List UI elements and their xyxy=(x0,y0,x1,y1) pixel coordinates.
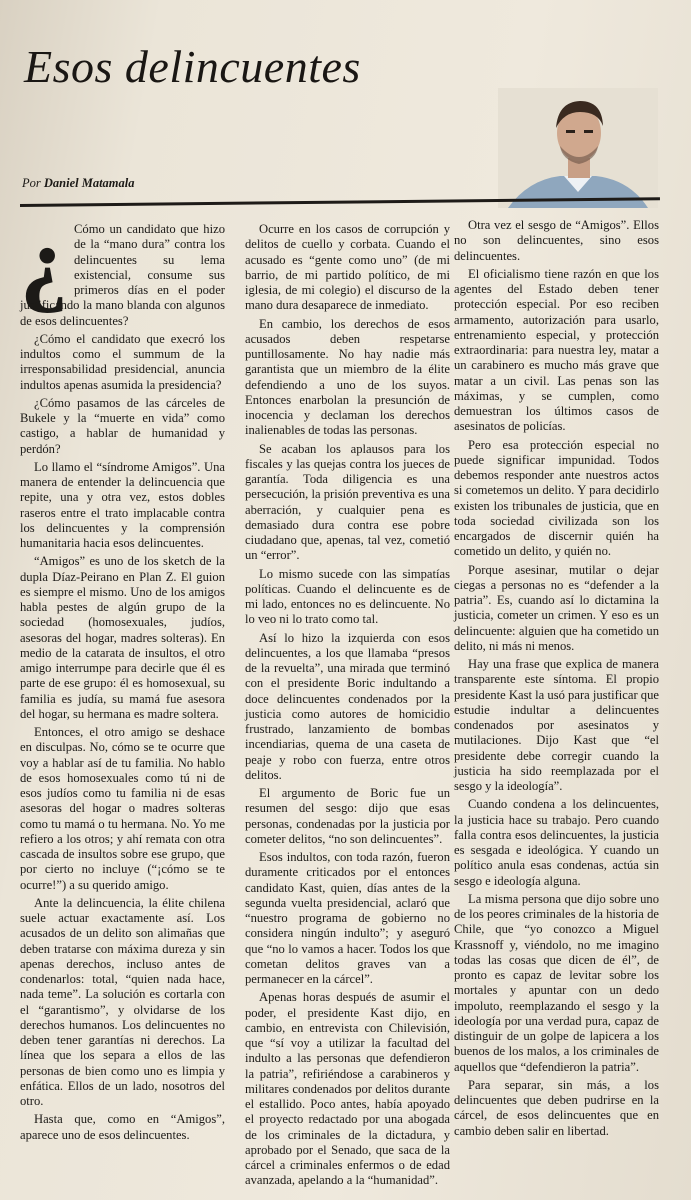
author-photo xyxy=(498,88,658,208)
byline xyxy=(22,176,135,191)
byline-prefix: Por xyxy=(22,176,41,190)
paragraph: Se acaban los aplausos para los fiscales y las quejas contra los jueces de garantía. Toda diligencia es una persecución, la prisión preventiva es una aberración, y cualquier pena es demasiado dura contra ese pobre ciudadano que, apenas, tal vez, cometió un “error”. xyxy=(245,441,450,563)
paragraph: El argumento de Boric fue un resumen del sesgo: dijo que esas personas, condenadas por la justicia por cometer delitos, “no son delincuentes”. xyxy=(245,786,450,846)
paragraph: El oficialismo tiene razón en que los agentes del Estado deben tener protección especial. Por eso reciben armamento, autorización para usarlo, entrenamiento especial, y protección extraordinaria: para nuestra ley, matar a un carabinero es mucho más grave que matar a un civil. Las penas son las máximas, y se cumplen, como demuestran los últimos casos de asesinatos de policías. xyxy=(454,266,659,434)
paragraph: Entonces, el otro amigo se deshace en disculpas. No, cómo se te ocurre que voy a hablar así de tu familia. No hablo de esos homosexuales como tú ni de esos judíos como tu familia ni de esas asesoras del hogar o madres solteras como tu mamá o tu hermana. No. Yo me refiero a los otros; y ahí remata con otra cascada de insultos sobre ese grupo, que por cierto no incluye (“¡cómo se te ocurre!”) a su querido amigo. xyxy=(20,725,225,892)
paragraph: ¿Cómo el candidato que execró los indultos como el summum de la irresponsabilidad presidencial, anuncia indultos apenas asumida la presidencia? xyxy=(20,331,225,392)
column-3 xyxy=(454,218,659,1139)
column-1 xyxy=(20,207,225,1143)
paragraph: Cómo un candidato que hizo de la “mano dura” contra los delincuentes su lema existencial, consume sus primeros días en el poder justificando la mano blanda con algunos de esos delincuentes? xyxy=(20,222,225,328)
paragraph: Esos indultos, con toda razón, fueron duramente criticados por el entonces candidato Kast, quien, días antes de la segunda vuelta presidencial, aclaró que “nuestro programa de gobierno no considera ningún indulto”; y aseguró que “no lo vamos a hacer. Todos los que cometan delitos graves van a permanecer en la cárcel”. xyxy=(245,850,450,986)
paragraph: Ocurre en los casos de corrupción y delitos de cuello y corbata. Cuando el acusado es “gente como uno” (de mi barrio, de mi partido político, de mi iglesia, de mi colegio) el discurso de la mano dura desaparece de inmediato. xyxy=(245,222,450,313)
drop-cap: ¿ xyxy=(20,207,68,314)
paragraph: Otra vez el sesgo de “Amigos”. Ellos no son delincuentes, sino esos delincuentes. xyxy=(454,218,659,263)
paragraph: Lo mismo sucede con las simpatías políticas. Cuando el delincuente es de mi lado, entonces no es delincuente. No lo veo ni lo trato como tal. xyxy=(245,566,450,627)
article-title: Esos delincuentes xyxy=(24,41,361,92)
paragraph: Cuando condena a los delincuentes, la justicia hace su trabajo. Pero cuando falla contra esos delincuentes, la justicia es sesgada e ideológica. Y cuando un político anula esas condenas, actúa sin sesgo e ideología alguna. xyxy=(454,797,659,888)
paragraph: Lo llamo el “síndrome Amigos”. Una manera de entender la delincuencia que repite, una y otra vez, estos dobles raseros entre el trato implacable contra los delincuentes y la comprensión humanitaria hacia esos delincuentes. xyxy=(20,459,225,550)
paragraph: Hasta que, como en “Amigos”, aparece uno de esos delincuentes. xyxy=(20,1112,225,1142)
paragraph: Para separar, sin más, a los delincuentes que deben pudrirse en la cárcel, de esos delincuentes que en cambio deben salir en libertad. xyxy=(454,1077,659,1138)
paragraph: La misma persona que dijo sobre uno de los peores criminales de la historia de Chile, que “yo conozco a Miguel Krassnoff y, viéndolo, no me imagino todas las cosas que dicen de él”, de pronto es capaz de levitar sobre los mortales y apuntar con un dedo impoluto, reemplazando el sesgo y la ideología por una verdad pura, capaz de distinguir de un golpe de lapicera a los buenos de los malos, a los criminales de aquellos que “defendieron la patria”. xyxy=(454,891,659,1074)
column-2 xyxy=(245,222,450,1189)
paragraph: Apenas horas después de asumir el poder, el presidente Kast dijo, en cambio, en entrevista con Chilevisión, que “sí voy a utilizar la facultad del indulto a las personas que defendieron la patria”, refiriéndose a carabineros y militares condenados por delitos durante el estallido. Poco antes, había apoyado el proyecto redactado por una abogada de los criminales de la dictadura, y aprobado por el Senado, que saca de la cárcel a criminales enfermos o de edad avanzada, apelando a la “humanidad”. xyxy=(245,990,450,1188)
paragraph: En cambio, los derechos de esos acusados deben respetarse puntillosamente. No hay nadie más garantista que un miembro de la élite defendiendo a uno de los suyos. Entonces enarbolan la presunción de inocencia y declaman los derechos inalienables de todas las personas. xyxy=(245,316,450,438)
paragraph: Ante la delincuencia, la élite chilena suele actuar exactamente así. Los acusados de un delito son alimañas que deben tratarse con máxima dureza y sin apenas derechos, incluso antes de condenarlos: total, “quien nada hace, nada teme”. La solución es cortarla con el “garantismo”, y olvidarse de los derechos humanos. Los delincuentes no deben tener garantías ni derechos. La línea que los separa a ellos de las personas de bien como uno es limpia y enfática. Ellos de un lado, nosotros del otro. xyxy=(20,895,225,1108)
paragraph: Pero esa protección especial no puede significar impunidad. Todos debemos responder ante nuestros actos si cometemos un delito. Y para decidirlo existen los tribunales de justicia, que en toda sociedad civilizada son los encargados de discernir quién ha cometido un delito, y quién no. xyxy=(454,437,659,559)
paragraph: Porque asesinar, mutilar o dejar ciegas a personas no es “defender a la patria”. Es, cuando así lo dictamina la justicia, cometer un crimen. Y eso es un delincuente: alguien que ha cometido un delito, ni más ni menos. xyxy=(454,562,659,653)
paragraph: ¿Cómo pasamos de las cárceles de Bukele y la “muerte en vida” como castigo, a hablar de humanidad y perdón? xyxy=(20,395,225,456)
author-name: Daniel Matamala xyxy=(43,176,135,190)
paragraph: Así lo hizo la izquierda con esos delincuentes, a los que llamaba “presos de la revuelta”, una mirada que terminó con el presidente Boric indultando a doce delincuentes condenados por la justicia como autores de homicidio frustrado, lanzamiento de bombas incendiarias, quema de una caseta de peaje y robo con fuerza, entre otros delitos. xyxy=(245,630,450,782)
paragraph: Hay una frase que explica de manera transparente este síntoma. El propio presidente Kast la usó para justificar que estudie indultar a delincuentes condenados por asesinatos y mutilaciones. Dijo Kast que “el presidente debe corregir cuando la justicia ha sido reemplazada por el sesgo y la ideología”. xyxy=(454,657,659,793)
paragraph: “Amigos” es uno de los sketch de la dupla Díaz-Peirano en Plan Z. El guion es siempre el mismo. Uno de los amigos habla pestes de algún grupo de la sociedad (homosexuales, judíos, asesoras del hogar, madres solteras). En medio de la catarata de insultos, el otro amigo interrumpe para decirle que él es parte de ese grupo: él es homosexual, su familia es judía, su mamá fue asesora del hogar, su hermana es madre soltera. xyxy=(20,554,225,721)
